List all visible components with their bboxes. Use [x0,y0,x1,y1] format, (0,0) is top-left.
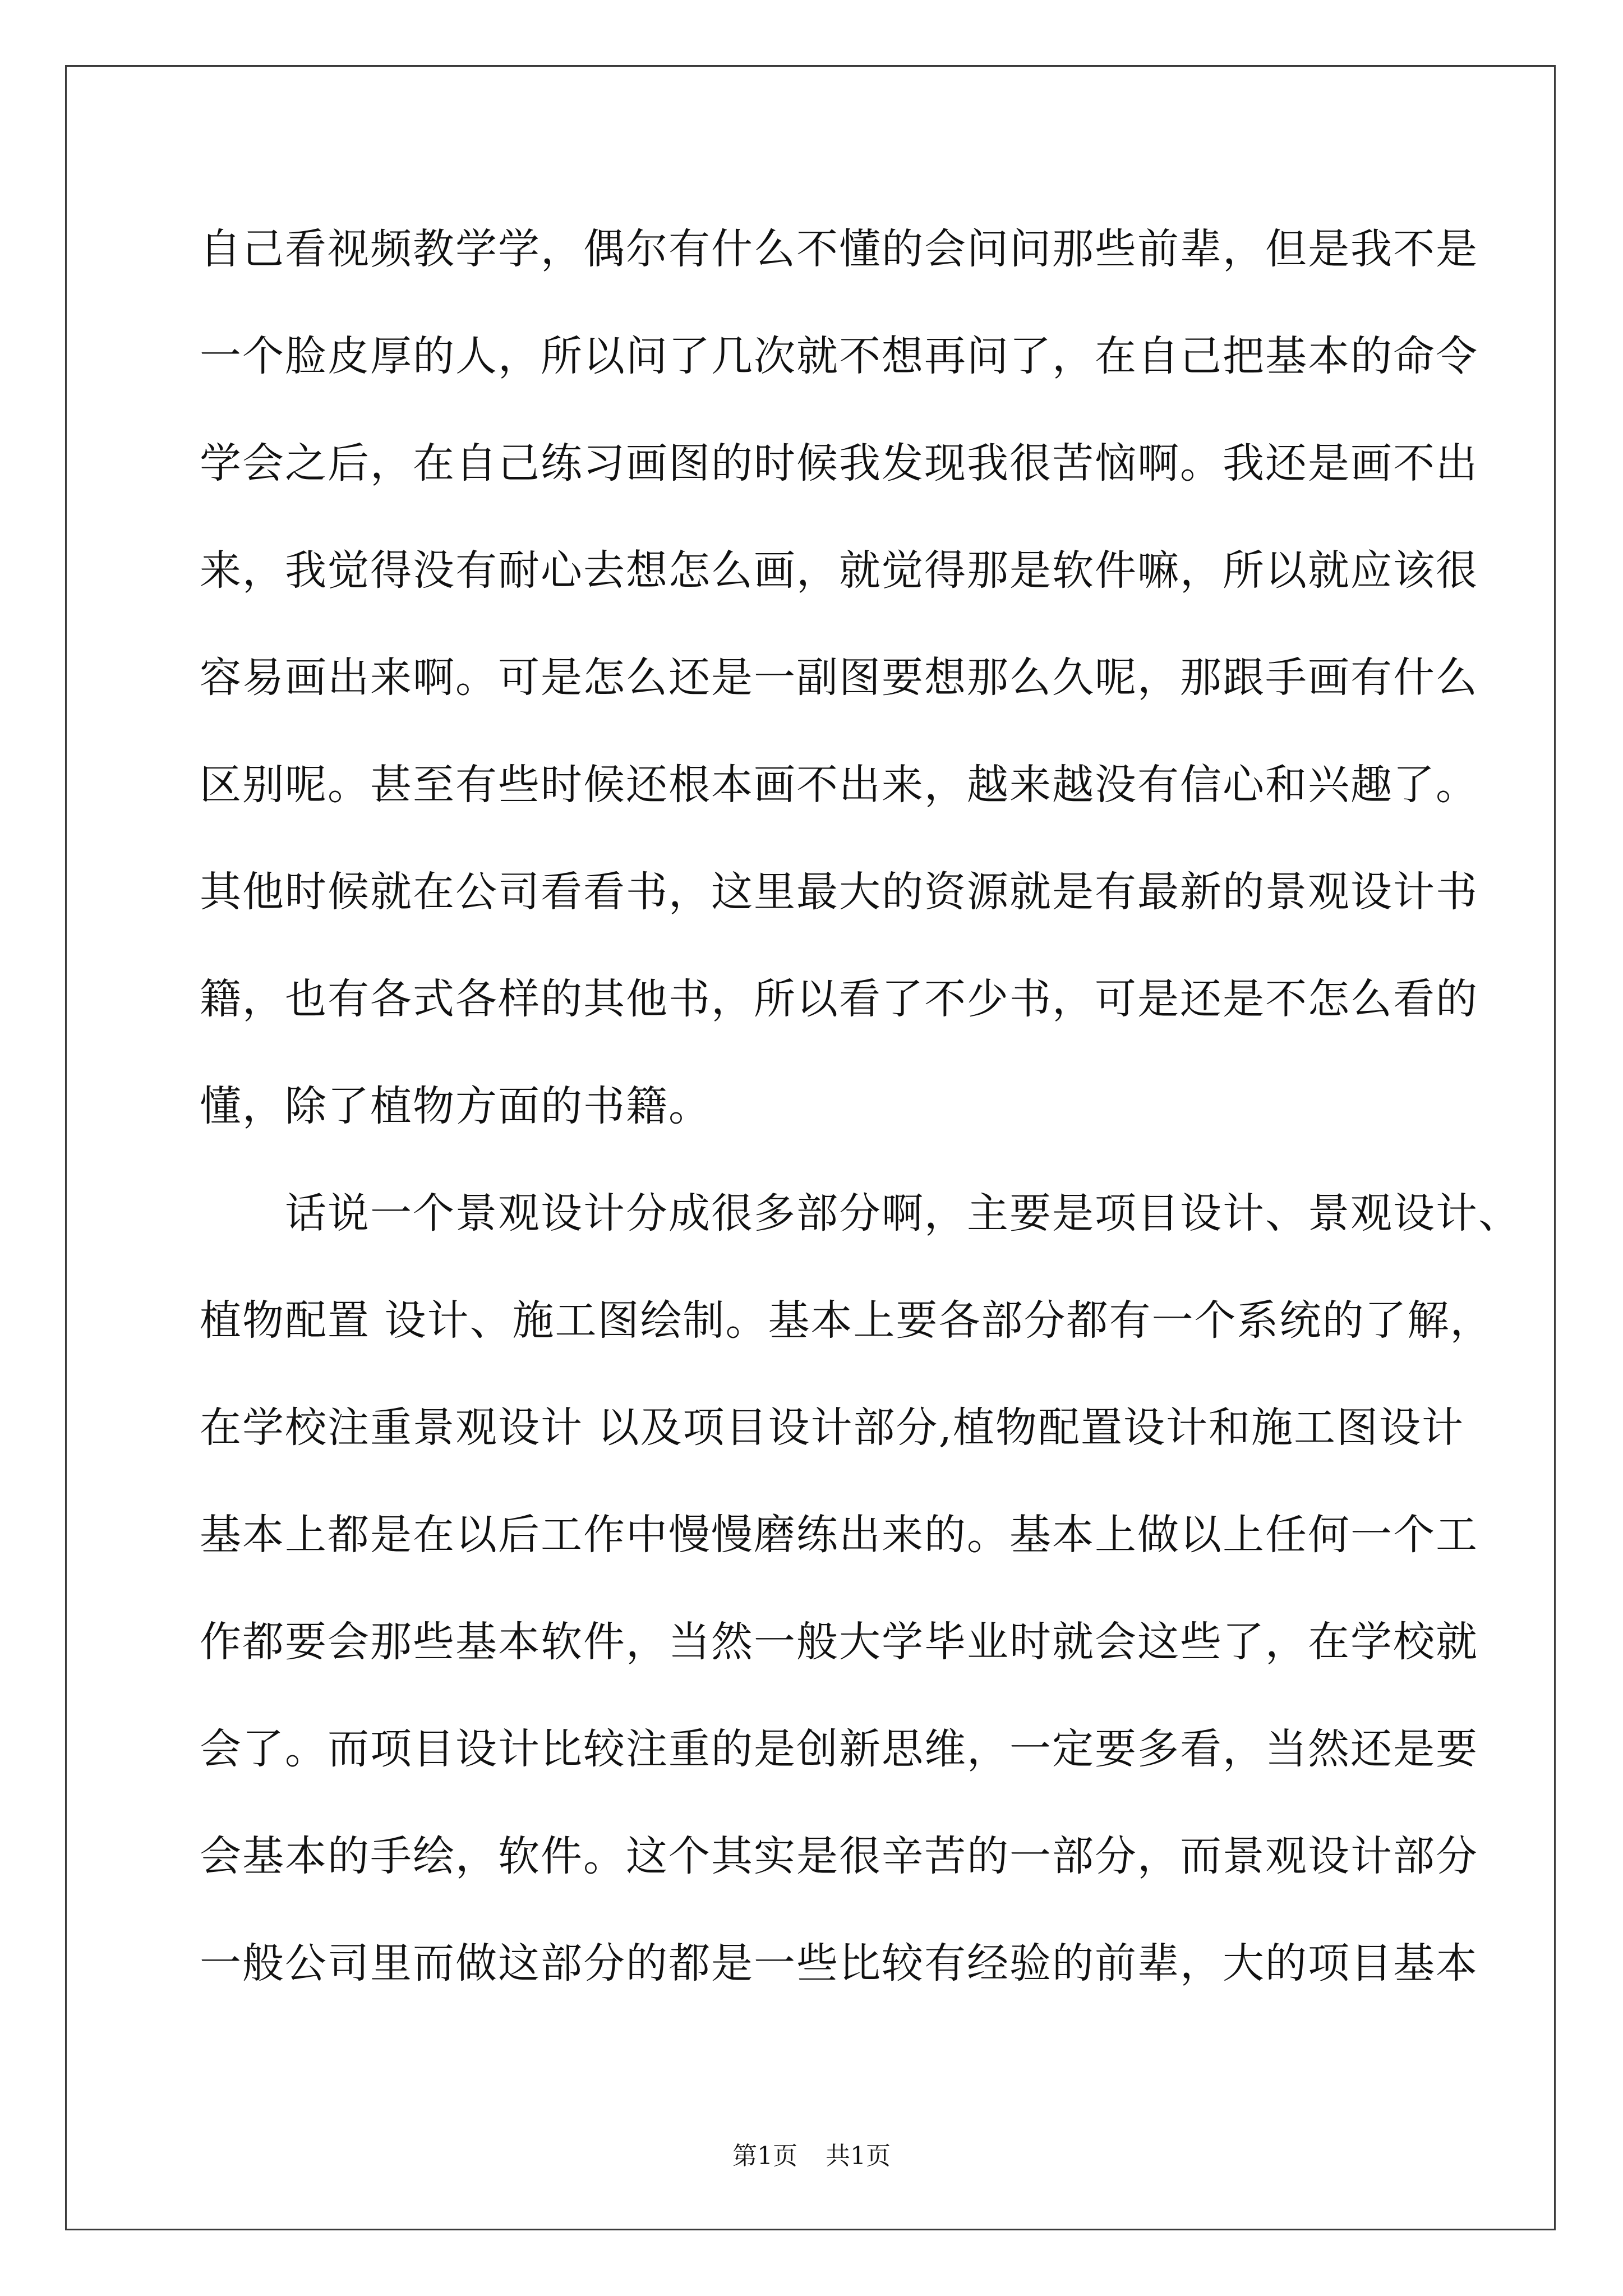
text-line: 基本上都是在以后工作中慢慢磨练出来的。基本上做以上任何一个工 [200,1511,1478,1559]
text-line: 话说一个景观设计分成很多部分啊，主要是项目设计、景观设计、 [200,1189,1521,1237]
page-number: 第1页 [732,2142,797,2170]
text-line: 容易画出来啊。可是怎么还是一副图要想那么久呢，那跟手画有什么 [200,654,1478,702]
text-line: 一个脸皮厚的人，所以问了几次就不想再问了，在自己把基本的命令 [200,332,1478,380]
page-footer [0,2139,1623,2173]
page-total: 共1页 [826,2142,891,2170]
text-line: 在学校注重景观设计 以及项目设计部分,植物配置设计和施工图设计 [200,1404,1465,1452]
text-line: 懂，除了植物方面的书籍。 [200,1082,711,1130]
text-line: 籍，也有各式各样的其他书，所以看了不少书，可是还是不怎么看的 [200,975,1478,1023]
text-line: 植物配置 设计、施工图绘制。基本上要各部分都有一个系统的了解， [200,1296,1493,1345]
text-line: 会了。而项目设计比较注重的是创新思维，一定要多看，当然还是要 [200,1725,1478,1773]
text-line: 会基本的手绘，软件。这个其实是很辛苦的一部分，而景观设计部分 [200,1832,1478,1880]
text-line: 一般公司里而做这部分的都是一些比较有经验的前辈，大的项目基本 [200,1939,1478,1987]
document-body [200,196,1521,2017]
text-line: 学会之后，在自己练习画图的时候我发现我很苦恼啊。我还是画不出 [200,439,1478,487]
text-line: 自己看视频教学学，偶尔有什么不懂的会问问那些前辈，但是我不是 [200,225,1478,273]
text-line: 来，我觉得没有耐心去想怎么画，就觉得那是软件嘛，所以就应该很 [200,546,1478,595]
text-line: 其他时候就在公司看看书，这里最大的资源就是有最新的景观设计书 [200,868,1478,916]
text-line: 作都要会那些基本软件，当然一般大学毕业时就会这些了，在学校就 [200,1618,1478,1666]
text-line: 区别呢。甚至有些时候还根本画不出来，越来越没有信心和兴趣了。 [200,761,1478,809]
